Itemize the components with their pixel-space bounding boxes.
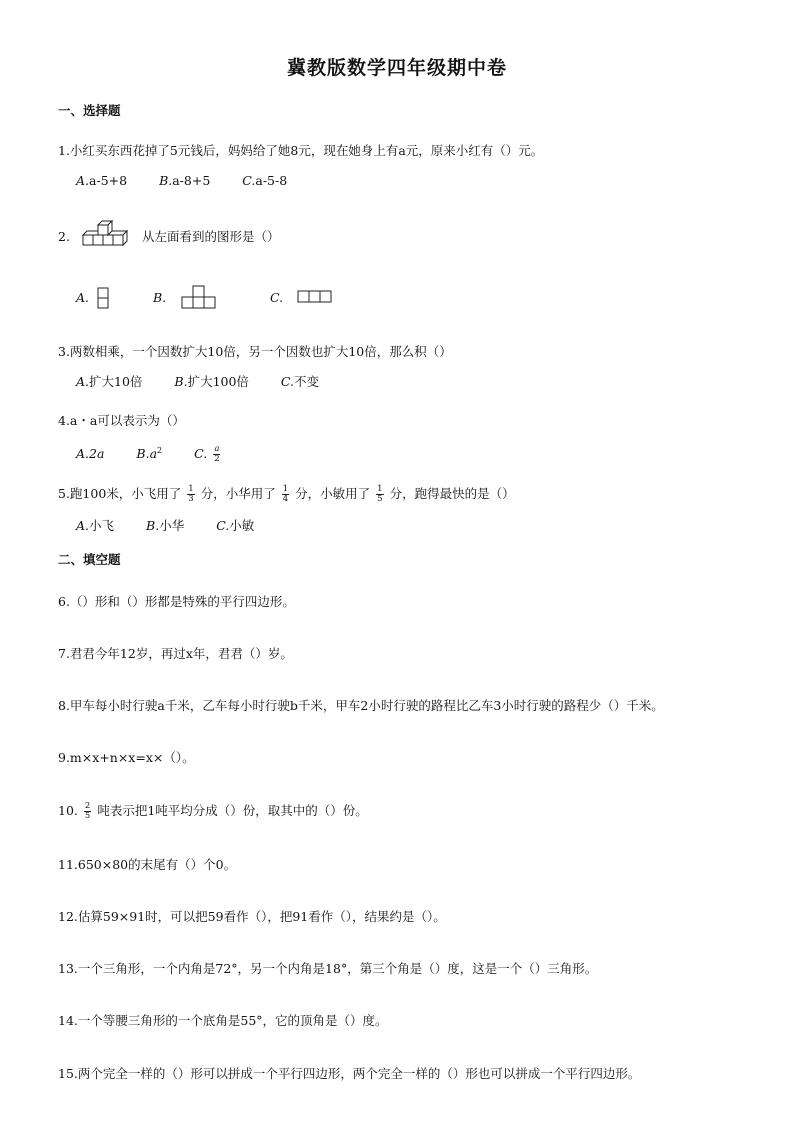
question-7: 7.君君今年12岁，再过x年，君君（）岁。	[58, 646, 293, 661]
option-a: A.a-5+8	[76, 173, 128, 188]
question-4-options	[76, 443, 255, 464]
question-4: 4.a・a可以表示为（）	[58, 413, 185, 428]
question-3-options	[76, 374, 347, 390]
option-b-view-figure	[180, 285, 220, 311]
question-5-options	[76, 518, 282, 534]
option-a: A.小飞	[76, 518, 115, 533]
question-6: 6.（）形和（）形都是特殊的平行四边形。	[58, 594, 295, 609]
question-12: 12.估算59×91时，可以把59看作（），把91看作（），结果约是（）。	[58, 909, 446, 924]
fraction: $\frac{1}{5}$	[377, 484, 383, 504]
option-c: C.不变	[280, 374, 320, 389]
option-c: C.a-5-8	[242, 173, 288, 188]
question-8: 8.甲车每小时行驶a千米，乙车每小时行驶b千米，甲车2小时行驶的路程比乙车3小时行驶的路程少（）千米。	[58, 698, 664, 713]
option-c-view-figure	[297, 289, 337, 305]
option-b: B.扩大100倍	[174, 374, 249, 389]
option-b: B.a-8+5	[159, 173, 211, 188]
option-c: C. $\frac{a}{2}$	[194, 444, 220, 465]
question-14: 14.一个等腰三角形的一个底角是55°，它的顶角是（）度。	[58, 1013, 388, 1028]
question-13: 13.一个三角形，一个内角是72°，另一个内角是18°，第三个角是（）度，这是一个（）三角形。	[58, 961, 598, 976]
fraction: $\frac{1}{3}$	[188, 484, 194, 504]
question-2-option-c-label: C.	[270, 290, 284, 305]
question-2: 从左面看到的图形是（）	[142, 229, 280, 244]
option-a: A.扩大10倍	[76, 374, 143, 389]
option-c: C.小敏	[216, 518, 255, 533]
question-2-option-b-label: B.	[153, 290, 167, 305]
question-11: 11.650×80的末尾有（）个0。	[58, 857, 237, 872]
question-5: 5.跑100米，小飞用了 $\frac{1}{3}$ 分，小华用了 $\frac{1}{4}$ 分，小敏用了 $\frac{1}{5}$ 分，跑得最快的是（）	[58, 484, 515, 504]
cube-solid-figure	[82, 219, 128, 249]
question-10: 10. $\frac{2}{5}$ 吨表示把1吨平均分成（）份，取其中的（）份。	[58, 801, 368, 821]
question-15: 15.两个完全一样的（）形可以拼成一个平行四边形，两个完全一样的（）形也可以拼成一个平行四边形。	[58, 1066, 641, 1081]
option-a: A.2a	[76, 446, 105, 462]
question-9: 9.m×x+n×x=x×（）。	[58, 750, 195, 765]
fraction: $\frac{a}{2}$	[214, 444, 220, 465]
question-3: 3.两数相乘，一个因数扩大10倍，另一个因数也扩大10倍，那么积（）	[58, 344, 452, 359]
fraction: $\frac{2}{5}$	[84, 801, 91, 821]
page-title: 冀教版数学四年级期中卷	[286, 57, 507, 79]
question-2-number: 2.	[58, 229, 70, 244]
section-heading-fill: 二、填空题	[58, 552, 121, 567]
question-1: 1.小红买东西花掉了5元钱后，妈妈给了她8元，现在她身上有a元，原来小红有（）元。	[58, 143, 544, 158]
section-heading-choice: 一、选择题	[58, 103, 121, 118]
option-a-view-figure	[96, 287, 112, 311]
question-1-options	[76, 173, 315, 189]
option-b: $B.a^2$	[136, 446, 163, 462]
fraction: $\frac{1}{4}$	[282, 484, 289, 504]
option-b: B.小华	[146, 518, 185, 533]
question-2-option-a-label: A.	[76, 290, 90, 305]
